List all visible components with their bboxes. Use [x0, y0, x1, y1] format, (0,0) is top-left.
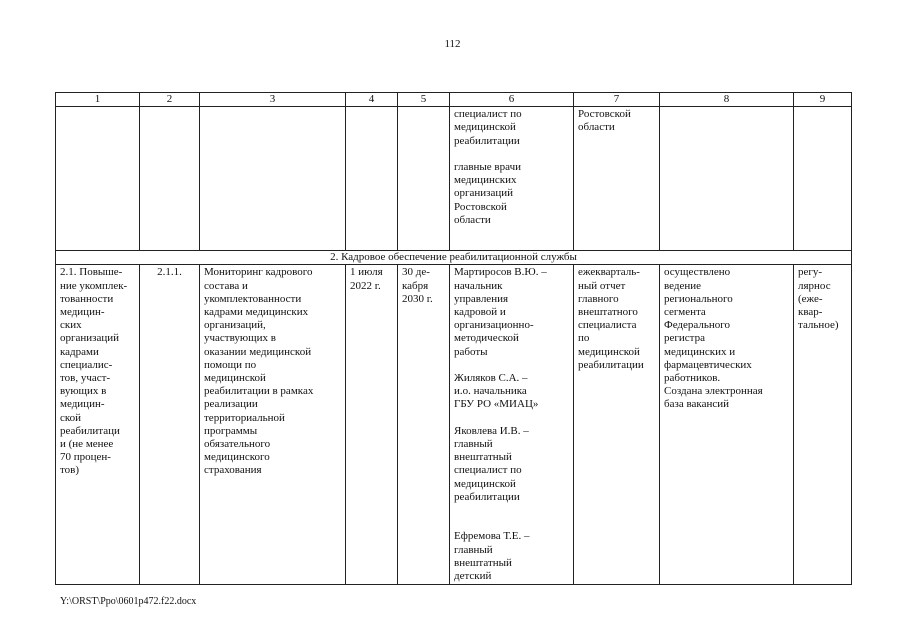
frequency-cell: регу- лярнос (еже- квар- тальное): [794, 265, 852, 585]
table-cell: [56, 107, 140, 251]
column-number: 1: [56, 93, 140, 107]
table-cell: [660, 107, 794, 251]
page-number: 112: [444, 38, 461, 50]
column-number: 4: [346, 93, 398, 107]
goal-cell: 2.1. Повыше- ние укомплек- тованности медицин- ских организаций кадрами специалис- тов, участ- вующих в медицин- ской реабилитаци и (не менее 70 процен- тов): [56, 265, 140, 585]
column-number-row: [56, 93, 852, 107]
table-row: [56, 107, 852, 251]
table-cell: [140, 107, 200, 251]
section-title: 2. Кадровое обеспечение реабилитационной службы: [56, 251, 852, 265]
report-cell: Ростовской области: [574, 107, 660, 251]
result-cell: осуществлено ведение регионального сегмента Федерального регистра медицинских и фармацевтических работников. Создана электронная база вакансий: [660, 265, 794, 585]
file-path-footer: Y:\ORST\Ppo\0601p472.f22.docx: [60, 596, 197, 607]
column-number: 6: [450, 93, 574, 107]
column-number: 9: [794, 93, 852, 107]
responsible-cell: Мартиросов В.Ю. – начальник управления кадровой и организационно- методической работы Жиляков С.А. – и.о. начальника ГБУ РО «МИАЦ» Яковлева И.В. – главный внештатный специалист по медицинской реабилитации Ефремова Т.Е. – главный внештатный детский: [450, 265, 574, 585]
column-number: 8: [660, 93, 794, 107]
start-date-cell: 1 июля 2022 г.: [346, 265, 398, 585]
responsible-cell: специалист по медицинской реабилитации главные врачи медицинских организаций Ростовской области: [450, 107, 574, 251]
table-cell: [794, 107, 852, 251]
section-row: [56, 251, 852, 265]
table-cell: [346, 107, 398, 251]
plan-table: [55, 92, 852, 585]
activity-cell: Мониторинг кадрового состава и укомплектованности кадрами медицинских организаций, участвующих в оказании медицинской помощи по медицинской реабилитации в рамках реализации территориальной программы обязательного медицинского страхования: [200, 265, 346, 585]
column-number: 5: [398, 93, 450, 107]
column-number: 2: [140, 93, 200, 107]
table-row: [56, 265, 852, 585]
table-cell: [200, 107, 346, 251]
column-number: 3: [200, 93, 346, 107]
column-number: 7: [574, 93, 660, 107]
end-date-cell: 30 де- кабря 2030 г.: [398, 265, 450, 585]
report-cell: ежекварталь- ный отчет главного внештатного специалиста по медицинской реабилитации: [574, 265, 660, 585]
table-cell: [398, 107, 450, 251]
item-number-cell: 2.1.1.: [140, 265, 200, 585]
